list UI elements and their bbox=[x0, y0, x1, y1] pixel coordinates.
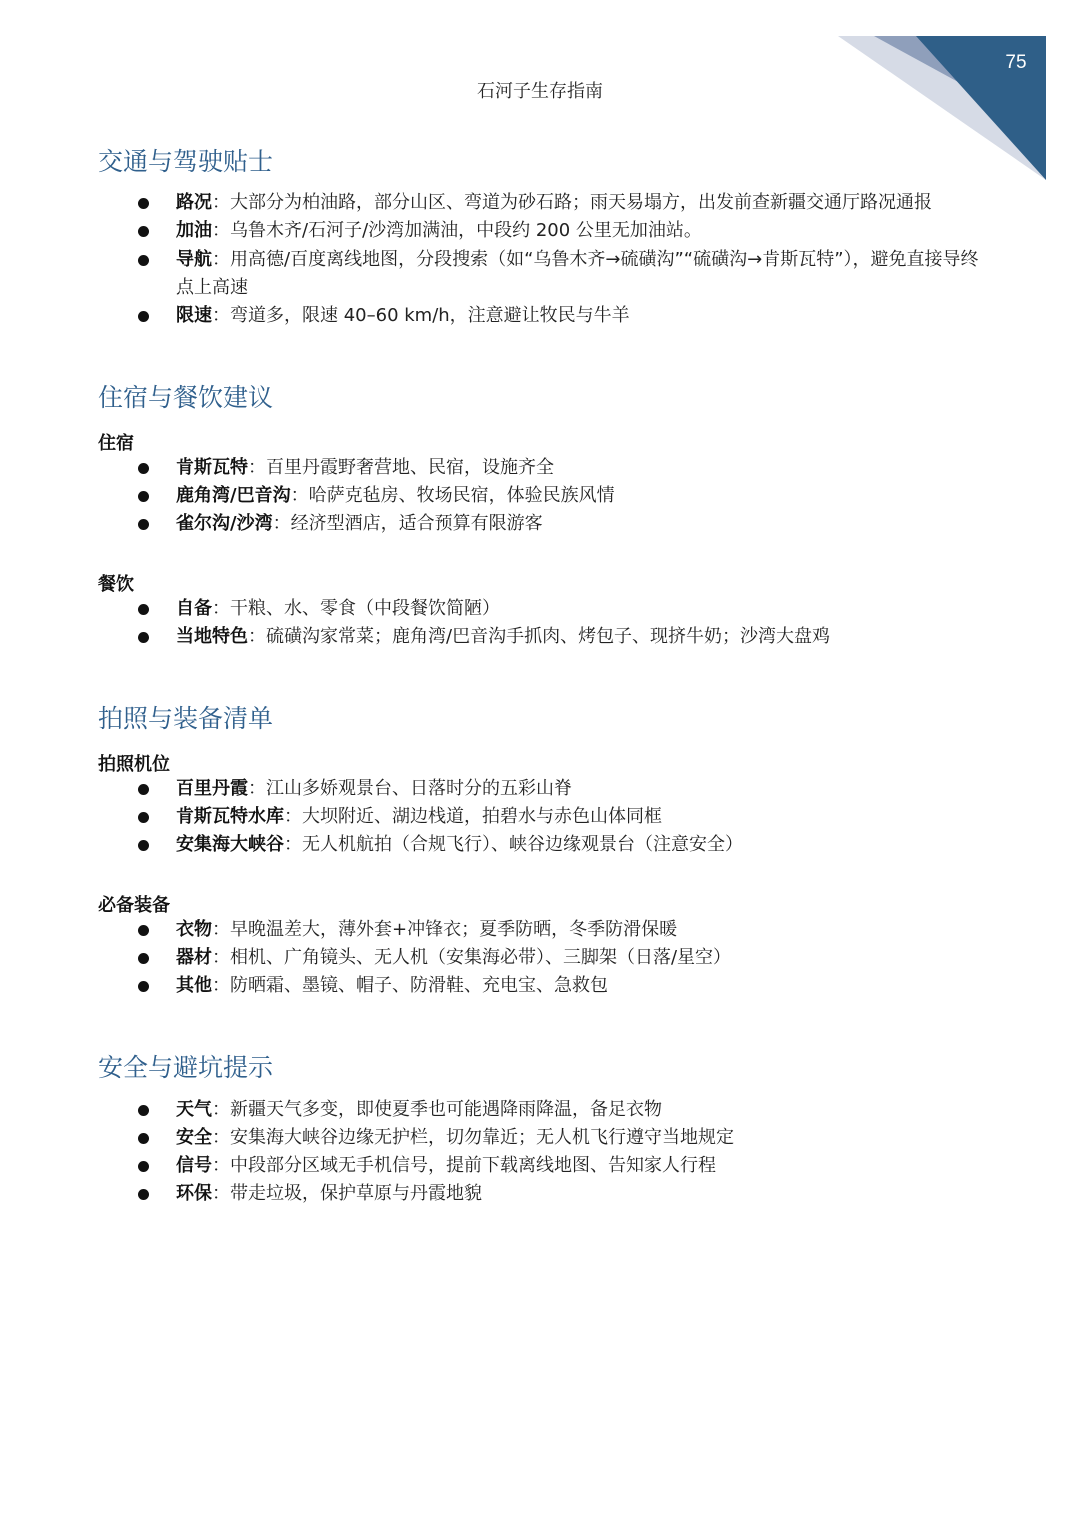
bullet-icon bbox=[138, 632, 149, 643]
bullet-icon bbox=[138, 1189, 149, 1200]
item-label: 器材 bbox=[176, 947, 212, 968]
bullet-icon bbox=[138, 840, 149, 851]
subsection-title-photo-spots: 拍照机位 bbox=[98, 754, 170, 775]
item-label: 鹿角湾/巴音沟 bbox=[176, 485, 291, 506]
item-text: 新疆天气多变，即使夏季也可能遇降雨降温，备足衣物 bbox=[230, 1099, 662, 1120]
page-number: 75 bbox=[1005, 52, 1027, 73]
header-title: 石河子生存指南 bbox=[477, 81, 603, 102]
item-text: 百里丹霞野奢营地、民宿，设施齐全 bbox=[266, 457, 554, 478]
item-label: 安集海大峡谷 bbox=[176, 834, 284, 855]
item-text: 防晒霜、墨镜、帽子、防滑鞋、充电宝、急救包 bbox=[230, 975, 608, 996]
bullet-icon bbox=[138, 953, 149, 964]
item-text: 用高德/百度离线地图，分段搜索（如“乌鲁木齐→硫磺沟”“硫磺沟→肯斯瓦特”），避免直接导终点上高速 bbox=[176, 249, 979, 298]
bullet-icon bbox=[138, 311, 149, 322]
bullet-icon bbox=[138, 198, 149, 209]
item-text: 干粮、水、零食（中段餐饮简陋） bbox=[230, 598, 500, 619]
section-title-lodging-dining: 住宿与餐饮建议 bbox=[98, 383, 274, 412]
item-label: 衣物 bbox=[176, 919, 212, 940]
item-text: 中段部分区域无手机信号，提前下载离线地图、告知家人行程 bbox=[230, 1155, 716, 1176]
item-label: 导航 bbox=[176, 249, 212, 270]
item-label: 肯斯瓦特 bbox=[176, 457, 248, 478]
bullet-icon bbox=[138, 925, 149, 936]
item-text: 乌鲁木齐/石河子/沙湾加满油，中段约 200 公里无加油站。 bbox=[230, 220, 702, 241]
bullet-icon bbox=[138, 604, 149, 615]
item-text: 大坝附近、湖边栈道，拍碧水与赤色山体同框 bbox=[302, 806, 662, 827]
subsection-title-lodging: 住宿 bbox=[98, 433, 134, 454]
bullet-icon bbox=[138, 1133, 149, 1144]
item-label: 自备 bbox=[176, 598, 212, 619]
item-text: 硫磺沟家常菜；鹿角湾/巴音沟手抓肉、烤包子、现挤牛奶；沙湾大盘鸡 bbox=[266, 626, 831, 647]
item-text: 大部分为柏油路，部分山区、弯道为砂石路；雨天易塌方，出发前查新疆交通厅路况通报 bbox=[230, 192, 932, 213]
item-text: 带走垃圾，保护草原与丹霞地貌 bbox=[230, 1183, 482, 1204]
item-label: 其他 bbox=[176, 975, 212, 996]
item-text: 安集海大峡谷边缘无护栏，切勿靠近；无人机飞行遵守当地规定 bbox=[230, 1127, 734, 1148]
item-label: 当地特色 bbox=[176, 626, 248, 647]
item-text: 江山多娇观景台、日落时分的五彩山脊 bbox=[266, 778, 572, 799]
item-text: 相机、广角镜头、无人机（安集海必带）、三脚架（日落/星空） bbox=[230, 947, 732, 968]
item-label: 路况 bbox=[176, 192, 212, 213]
item-label: 环保 bbox=[176, 1183, 212, 1204]
bullet-icon bbox=[138, 463, 149, 474]
bullet-icon bbox=[138, 812, 149, 823]
item-label: 百里丹霞 bbox=[176, 778, 248, 799]
section-title-traffic: 交通与驾驶贴士 bbox=[98, 147, 274, 176]
bullet-icon bbox=[138, 491, 149, 502]
bullet-icon bbox=[138, 226, 149, 237]
item-label: 安全 bbox=[176, 1127, 212, 1148]
item-label: 信号 bbox=[176, 1155, 212, 1176]
bullet-icon bbox=[138, 255, 149, 266]
bullet-icon bbox=[138, 519, 149, 530]
section-title-safety: 安全与避坑提示 bbox=[98, 1053, 274, 1082]
item-label: 雀尔沟/沙湾 bbox=[176, 513, 273, 534]
bullet-icon bbox=[138, 1105, 149, 1116]
item-text: 哈萨克毡房、牧场民宿，体验民族风情 bbox=[308, 485, 615, 506]
bullet-icon bbox=[138, 784, 149, 795]
item-text: 经济型酒店，适合预算有限游客 bbox=[290, 513, 543, 534]
item-text: 弯道多，限速 40–60 km/h，注意避让牧民与牛羊 bbox=[230, 305, 630, 326]
item-text: 无人机航拍（合规飞行）、峡谷边缘观景台（注意安全） bbox=[302, 834, 743, 855]
item-label: 肯斯瓦特水库 bbox=[176, 806, 284, 827]
subsection-title-dining: 餐饮 bbox=[98, 574, 134, 595]
bullet-icon bbox=[138, 1161, 149, 1172]
item-label: 限速 bbox=[176, 305, 212, 326]
subsection-title-gear: 必备装备 bbox=[98, 895, 170, 916]
item-text: 早晚温差大，薄外套+冲锋衣；夏季防晒，冬季防滑保暖 bbox=[230, 919, 678, 940]
section-title-photo-gear: 拍照与装备清单 bbox=[98, 704, 274, 733]
item-label: 天气 bbox=[176, 1099, 212, 1120]
bullet-icon bbox=[138, 981, 149, 992]
item-label: 加油 bbox=[176, 220, 212, 241]
